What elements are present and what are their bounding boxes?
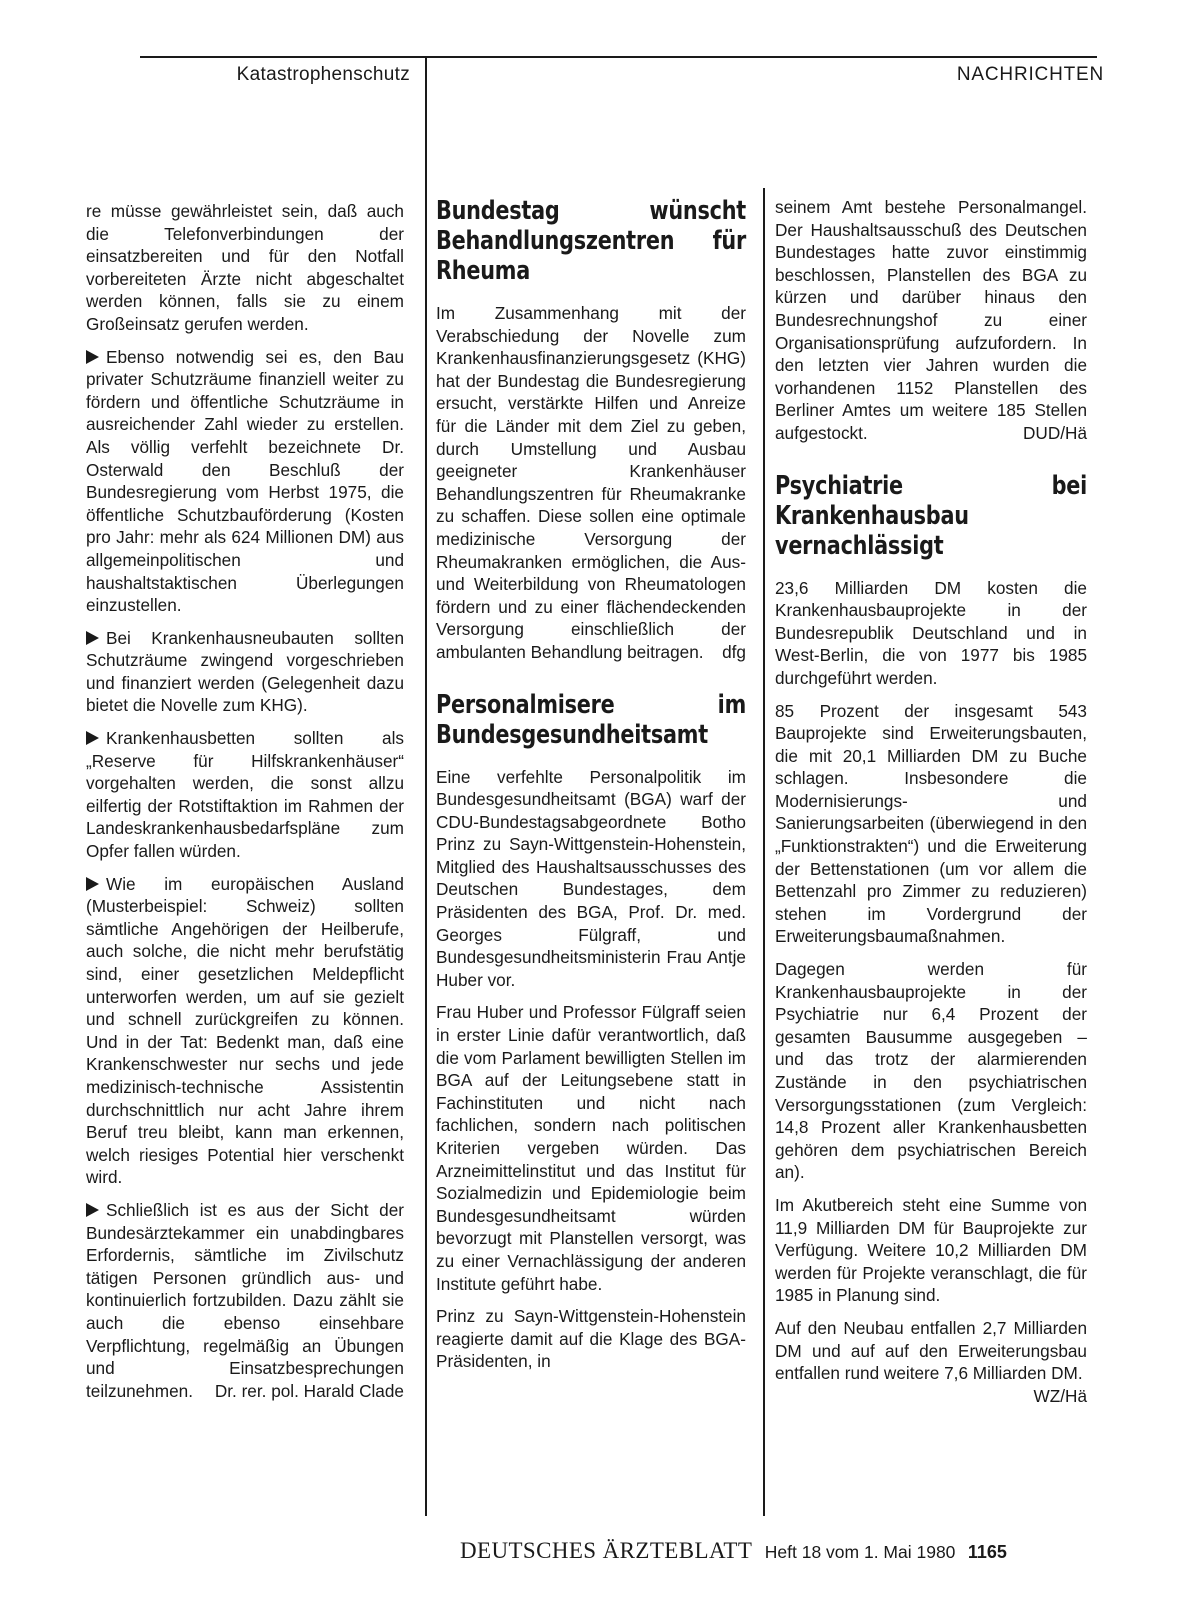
bullet-paragraph: Ebenso notwendig sei es, den Bau privater Schutzräume finanziell weiter zu fördern und öffentliche Schutzräume in ausreichender Zahl wieder zu erstellen. Als völlig verfehlt bezeichnete Dr. Osterwald den Beschluß der Bundesregierung vom Herbst 1975, die öffentliche Schutzbauförderung (Kosten pro Jahr: mehr als 624 Millionen DM) aus allgemeinpolitischen und haushaltstaktischen Überlegungen einzustellen. bbox=[86, 346, 404, 616]
signature: WZ/Hä bbox=[1033, 1385, 1087, 1406]
article-title-psych: Psychiatrie bei Krankenhausbau vernachlässigt bbox=[775, 470, 1087, 561]
column-left bbox=[86, 200, 404, 1412]
triangle-bullet-icon bbox=[86, 877, 99, 891]
triangle-bullet-icon bbox=[86, 731, 99, 745]
bullet-paragraph: Schließlich ist es aus der Sicht der Bundesärztekammer ein unabdingbares Erfordernis, sämtliche im Zivilschutz tätigen Personen gründlich aus- und kontinuierlich fortzubilden. Dazu zählt sie auch die ebenso einsehbare Verpflichtung, regelmäßig an Übungen und Einsatzbesprechungen teilzunehmen. Dr. rer. pol. Harald Clade bbox=[86, 1199, 404, 1401]
journal-name: DEUTSCHES ÄRZTEBLATT bbox=[460, 1538, 753, 1563]
signature: DUD/Hä bbox=[1023, 422, 1087, 443]
article-psychiatrie bbox=[775, 470, 1087, 1406]
section-label-right: NACHRICHTEN bbox=[956, 64, 1104, 85]
author-signature: Dr. rer. pol. Harald Clade bbox=[214, 1380, 404, 1401]
bullet-paragraph: Wie im europäischen Ausland (Musterbeispiel: Schweiz) sollten sämtliche Angehörigen der Heilberufe, auch solche, die nicht mehr berufstätig sind, einer gesetzlichen Meldepflicht unterworfen werden, um auf sie gezielt und schnell zurückgreifen zu können. Und in der Tat: Bedenkt man, daß eine Krankenschwester nur sechs und jede medizinisch-technische Assistentin durchschnittlich nur acht Jahre ihrem Beruf treu bleibt, kann man erkennen, welch riesiges Potential hier verschenkt wird. bbox=[86, 873, 404, 1188]
column-middle bbox=[436, 196, 746, 1383]
paragraph: seinem Amt bestehe Personalmangel. Der Haushaltsausschuß des Deutschen Bundestages hatte zuvor einstimmig beschlossen, Planstellen des BGA zu kürzen und darüber hinaus den Bundesrechnungshof zu einer Organisationsprüfung aufzufordern. In den letzten vier Jahren wurden die vorhandenen 1152 Planstellen des Berliner Amtes um weitere 185 Stellen aufgestockt. DUD/Hä bbox=[775, 197, 1087, 443]
paragraph: 85 Prozent der insgesamt 543 Bauprojekte sind Erweiterungsbauten, die mit 20,1 Milliarden DM zu Buche schlagen. Insbesondere die Modernisierungs- und Sanierungsarbeiten (überwiegend in den „Funktionstrakten“) und die Erweiterung der Bettenstationen (um vor allem die Bettenzahl pro Zimmer zu reduzieren) stehen im Vordergrund der Erweiterungsbaumaßnahmen. bbox=[775, 700, 1087, 947]
paragraph: 23,6 Milliarden DM kosten die Krankenhausbauprojekte in der Bundesrepublik Deutschland und in West-Berlin, die von 1977 bis 1985 durchgeführt werden. bbox=[775, 577, 1087, 688]
bullet-paragraph: Bei Krankenhausneubauten sollten Schutzräume zwingend vorgeschrieben und finanziert werden (Gelegenheit dazu bietet die Novelle zum KHG). bbox=[86, 627, 404, 716]
paragraph: Prinz zu Sayn-Wittgenstein-Hohenstein reagierte damit auf die Klage des BGA-Präsidenten, in bbox=[436, 1306, 746, 1372]
paragraph: Eine verfehlte Personalpolitik im Bundesgesundheitsamt (BGA) warf der CDU-Bundestagsabgeordnete Botho Prinz zu Sayn-Wittgenstein-Hohenstein, Mitglied des Haushaltsausschusses des Deutschen Bundestages, dem Präsidenten des BGA, Prof. Dr. med. Georges Fülgraff, und Bundesgesundheitsministerin Frau Antje Huber vor. bbox=[436, 766, 746, 990]
page-footer bbox=[460, 1538, 1007, 1564]
article-bga bbox=[436, 690, 746, 1373]
page-number: 1165 bbox=[967, 1542, 1007, 1562]
issue-info: Heft 18 vom 1. Mai 1980 bbox=[764, 1542, 956, 1562]
bullet-paragraph: Krankenhausbetten sollten als „Reserve für Hilfskrankenhäuser“ vorgehalten werden, die sonst allzu eilfertig der Rotstiftaktion im Rahmen der Landeskrankenhausbedarfspläne zum Opfer fallen würden. bbox=[86, 728, 404, 862]
column-divider-1 bbox=[425, 56, 427, 1516]
paragraph: Dagegen werden für Krankenhausbauprojekte in der Psychiatrie nur 6,4 Prozent der gesamten Bausumme ausgegeben – und das trotz der alarmierenden Zustände in den psychiatrischen Versorgungsstationen (zum Vergleich: 14,8 Prozent aller Krankenhausbetten gehören dem psychiatrischen Bereich an). bbox=[775, 959, 1087, 1183]
section-label-left: Katastrophenschutz bbox=[236, 64, 410, 85]
article-title-bga: Personalmisere im Bundesgesundheitsamt bbox=[436, 689, 746, 750]
signature: dfg bbox=[722, 641, 746, 662]
article-title-rheuma: Bundestag wünscht Behandlungszentren für Rheuma bbox=[436, 196, 746, 286]
paragraph: re müsse gewährleistet sein, daß auch die Telefonverbindungen der einsatzbereiten und für den Notfall vorbereiteten Ärzte nicht abgeschaltet werden können, falls sie zu einem Großeinsatz gerufen werden. bbox=[86, 201, 404, 334]
paragraph: Frau Huber und Professor Fülgraff seien in erster Linie dafür verantwortlich, daß die vom Parlament bewilligten Stellen im BGA auf der Leitungsebene statt in Fachinstituten und nicht nach fachlichen, sondern nach politischen Kriterien vergeben würden. Das Arzneimittelinstitut und das Institut für Sozialmedizin und Epidemiologie beim Bundesgesundheitsamt würden bevorzugt mit Planstellen versorgt, was zu einer Vernachlässigung der anderen Institute geführt habe. bbox=[436, 1002, 746, 1294]
paragraph: Im Zusammenhang mit der Verabschiedung der Novelle zum Krankenhausfinanzierungsgesetz (KHG) hat der Bundestag die Bundesregierung ersucht, verstärkte Hilfen und Anreize für die Länder mit dem Ziel zu geben, durch Umstellung und Ausbau geeigneter Krankenhäuser Behandlungszentren für Rheumakranke zu schaffen. Diese sollen eine optimale medizinische Versorgung der Rheumakranken ermöglichen, die Aus- und Weiterbildung von Rheumatologen fördern und zu einer flächendeckenden Versorgung einschließlich der ambulanten Behandlung beitragen. dfg bbox=[436, 303, 746, 662]
paragraph: Auf den Neubau entfallen 2,7 Milliarden DM und auf auf den Erweiterungsbau entfallen rund weitere 7,6 Milliarden DM. WZ/Hä bbox=[775, 1317, 1087, 1406]
column-divider-2 bbox=[763, 188, 765, 1516]
column-right bbox=[775, 196, 1087, 1407]
triangle-bullet-icon bbox=[86, 631, 99, 645]
triangle-bullet-icon bbox=[86, 350, 99, 364]
paragraph: Im Akutbereich steht eine Summe von 11,9 Milliarden DM für Bauprojekte zur Verfügung. Weitere 10,2 Milliarden DM werden für Projekte veranschlagt, die für 1985 in Planung sind. bbox=[775, 1194, 1087, 1306]
header-rule bbox=[140, 56, 1097, 58]
triangle-bullet-icon bbox=[86, 1203, 99, 1217]
